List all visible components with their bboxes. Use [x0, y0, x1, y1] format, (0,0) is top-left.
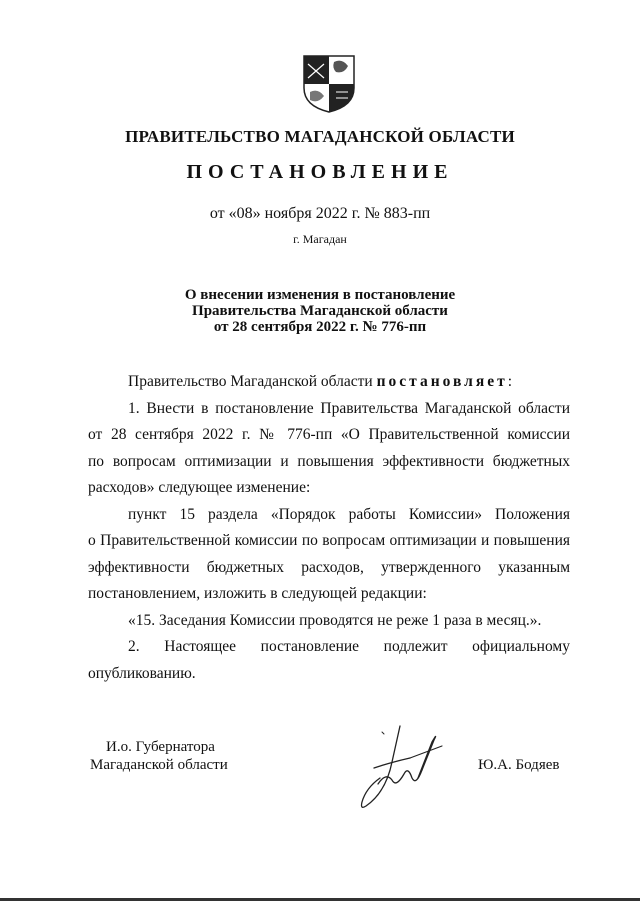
signatory-title-line: Магаданской области — [90, 757, 228, 773]
subject-line: от 28 сентября 2022 г. № 776-пп — [213, 319, 427, 335]
preamble-colon: : — [507, 373, 513, 390]
bottom-edge-line — [0, 898, 640, 901]
document-city: г. Магадан — [293, 232, 347, 246]
preamble — [88, 369, 570, 396]
document-date-number: от «08» ноября 2022 г. № 883-пп — [209, 205, 431, 222]
paragraph-line: 1. Внести в постановление Правительства Магаданской области — [128, 399, 570, 417]
signatory-name: Ю.А. Бодяев — [478, 757, 560, 773]
preamble-prefix: Правительство Магаданской области — [128, 373, 373, 390]
document-body — [88, 369, 570, 687]
preamble-keyword: постановляет — [376, 373, 508, 390]
signatory-title-line: И.о. Губернатора — [106, 739, 215, 755]
organization-title: ПРАВИТЕЛЬСТВО МАГАДАНСКОЙ ОБЛАСТИ — [125, 127, 515, 146]
paragraph-line: эффективности бюджетных расходов, утвержденного указанным — [88, 558, 570, 576]
paragraph-line: по вопросам оптимизации и повышения эффективности бюджетных — [88, 452, 570, 470]
paragraph-line: 2. Настоящее постановление подлежит официальному — [128, 638, 570, 655]
document-type: ПОСТАНОВЛЕНИЕ — [186, 161, 454, 183]
paragraph-line: постановлением, изложить в следующей редакции: — [88, 585, 427, 602]
paragraph-line: «15. Заседания Комиссии проводятся не реже 1 раза в месяц.». — [128, 611, 542, 629]
paragraph-line: пункт 15 раздела «Порядок работы Комиссии» Положения — [128, 505, 570, 523]
handwritten-signature-icon — [352, 722, 448, 814]
paragraph-line: расходов» следующее изменение: — [88, 479, 311, 496]
subject-line: О внесении изменения в постановление — [184, 287, 456, 303]
subject-line: Правительства Магаданской области — [192, 303, 448, 319]
paragraph-line: опубликованию. — [88, 664, 196, 682]
paragraph-line: от 28 сентября 2022 г. № 776-пп «О Правительственной комиссии — [88, 426, 570, 443]
signatory-title — [90, 738, 228, 774]
coat-of-arms-icon — [302, 54, 356, 114]
document-subject — [0, 287, 640, 335]
paragraph-line: о Правительственной комиссии по вопросам оптимизации и повышения — [88, 532, 570, 549]
